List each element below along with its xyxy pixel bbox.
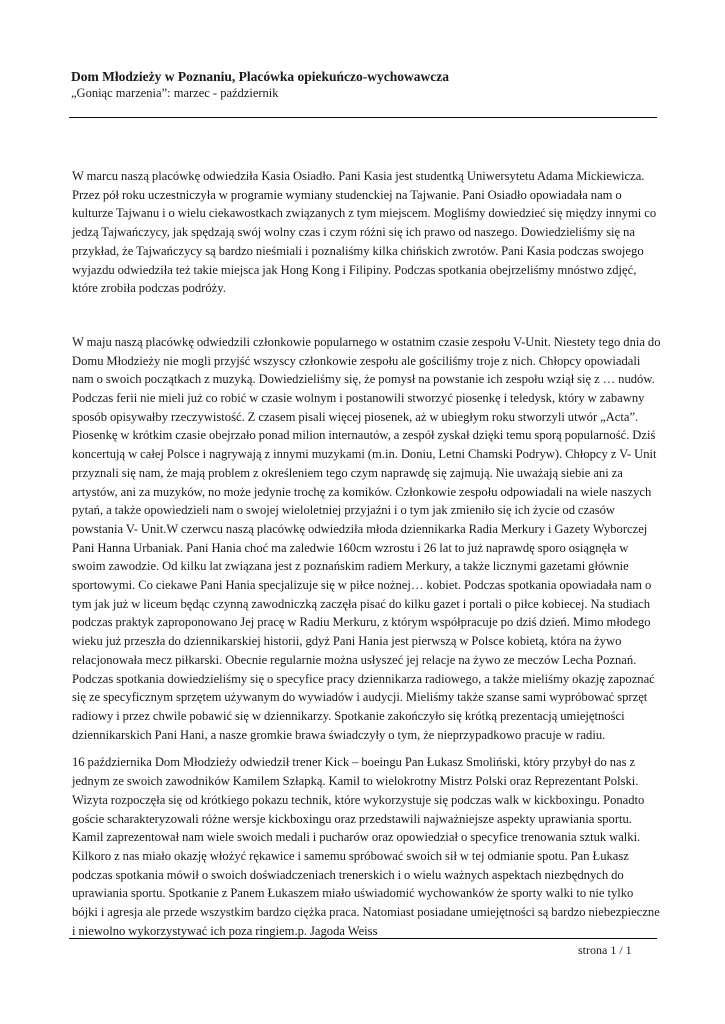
paragraph-october-visit: 16 października Dom Młodzieży odwiedził trener Kick – boeingu Pan Łukasz Smoliński, który przybył do nas z jednym ze swoich zawodników Kamilem Szłapką. Kamil to wielokrotny Mistrz Polski oraz Reprezentant Polski. Wizyta rozpoczęła się od krótkiego pokazu technik, które wykorzystuje się podczas walk w kickboxingu. Ponadto goście scharakteryzowali różne wersje kickboxingu oraz przedstawili najważniejsze aspekty uprawiania sportu. Kamil zaprezentował nam wiele swoich medali i pucharów oraz opowiedział o specyfice trenowania sztuk walki. Kilkoro z nas miało okazję włożyć rękawice i samemu spróbować swoich sił w tej odmianie spotu. Pan Łukasz podczas spotkania mówił o swoich doświadczeniach trenerskich i o wielu ważnych aspektach niezbędnych do uprawiania sportu. Spotkanie z Panem Łukaszem miało uświadomić wychowanków że sporty walki to nie tylko bójki i agresja ale przede wszystkim bardzo ciężka praca. Natomiast posiadane umiejętności są bardzo niebezpieczne i niewolno wykorzystywać ich poza ringiem.p. Jagoda Weiss xyxy=(72,755,660,938)
page-number: strona 1 / 1 xyxy=(578,943,632,957)
document-header xyxy=(71,68,651,101)
paragraph-may-june-visits: W maju naszą placówkę odwiedzili członkowie popularnego w ostatnim czasie zespołu V-Unit. Niestety tego dnia do Domu Młodzieży nie mogli przyjść wszyscy członkowie zespołu ale gościliśmy troje z nich. Chłopcy opowiadali nam o swoich początkach z muzyką. Dowiedzieliśmy się, że pomysł na powstanie ich zespołu wziął się z … nudów. Podczas ferii nie mieli już co robić w czasie wolnym i postanowili stworzyć piosenkę i teledysk, który w zabawny sposób opisywałby rzeczywistość. Z czasem pisali więcej piosenek, aż w ubiegłym roku stworzyli utwór „Acta”. Piosenkę w krótkim czasie obejrzało ponad milion internautów, a zespół zyskał dzięki temu sporą popularność. Dziś koncertują w całej Polsce i nagrywają z innymi muzykami (m.in. Doniu, Letni Chamski Podryw). Chłopcy z V- Unit przyznali się nam, że mają problem z określeniem tego czym naprawdę się zajmują. Nie uważają siebie ani za artystów, ani za muzyków, no może jedynie trochę za komików. Członkowie zespołu odpowiadali na wiele naszych pytań, a także opowiedzieli nam o swojej wieloletniej przyjaźni i o tym jak zmieniło się ich życie od czasów powstania V- Unit.W czerwcu naszą placówkę odwiedziła młoda dziennikarka Radia Merkury i Gazety Wyborczej Pani Hanna Urbaniak. Pani Hania choć ma zaledwie 160cm wzrostu i 26 lat to już naprawdę sporo osiągnęła w swoim zawodzie. Od kilku lat związana jest z poznańskim radiem Merkury, a także licznymi gazetami głównie sportowymi. Co ciekawe Pani Hania specjalizuje się w piłce nożnej… kobiet. Podczas spotkania opowiadała nam o tym jak już w liceum będąc czynną zawodniczką zaczęła pisać do kilku gazet i portali o piłce kobiecej. Na studiach podczas praktyk zaproponowano Jej pracę w Radiu Merkuru, z którym współpracuje po dziś dzień. Mimo młodego wieku już przeszła do dziennikarskiej historii, gdyż Pani Hania jest pierwszą w Polsce kobietą, która na żywo relacjonowała mecz piłkarski. Obecnie regularnie można usłyszeć jej relacje na żywo ze meczów Lecha Poznań. Podczas spotkania dowiedzieliśmy się o specyfice pracy dziennikarza radiowego, a także mieliśmy okazję zapoznać się ze specyficznym sprzętem używanym do wywiadów i audycji. Mieliśmy także szanse sami wypróbować sprzęt radiowy i przez chwile pobawić się w dziennikarzy. Spotkanie zakończyło się krótką prezentacją umiejętności dziennikarskich Pani Hani, a nasze gromkie brawa świadczyły o tym, że nieprzypadkowo pracuje w radiu. xyxy=(72,334,661,742)
document-subtitle: „Goniąc marzenia”: marzec - październik xyxy=(71,86,279,100)
footer-divider xyxy=(69,938,657,939)
document-body xyxy=(72,167,662,940)
document-title: Dom Młodzieży w Poznaniu, Placówka opiekuńczo-wychowawcza xyxy=(71,69,449,84)
header-divider xyxy=(69,117,657,118)
paragraph-march-visit: W marcu naszą placówkę odwiedziła Kasia Osiadło. Pani Kasia jest studentką Uniwersytetu Adama Mickiewicza. Przez pół roku uczestniczyła w programie wymiany studenckiej na Tajwanie. Pani Osiadło opowiadała nam o kulturze Tajwanu i o wielu ciekawostkach związanych z tym miejscem. Mogliśmy dowiedzieć się między innymi co jedzą Tajwańczycy, jak spędzają swój wolny czas i czym różni się ich prawo od naszego. Dowiedzieliśmy się na przykład, że Tajwańczycy są bardzo nieśmiali i poznaliśmy kilka chińskich zwrotów. Pani Kasia podczas swojego wyjazdu odwiedziła też takie miejsca jak Hong Kong i Filipiny. Podczas spotkania obejrzeliśmy mnóstwo zdjęć, które zrobiła podczas podróży. xyxy=(72,169,657,296)
